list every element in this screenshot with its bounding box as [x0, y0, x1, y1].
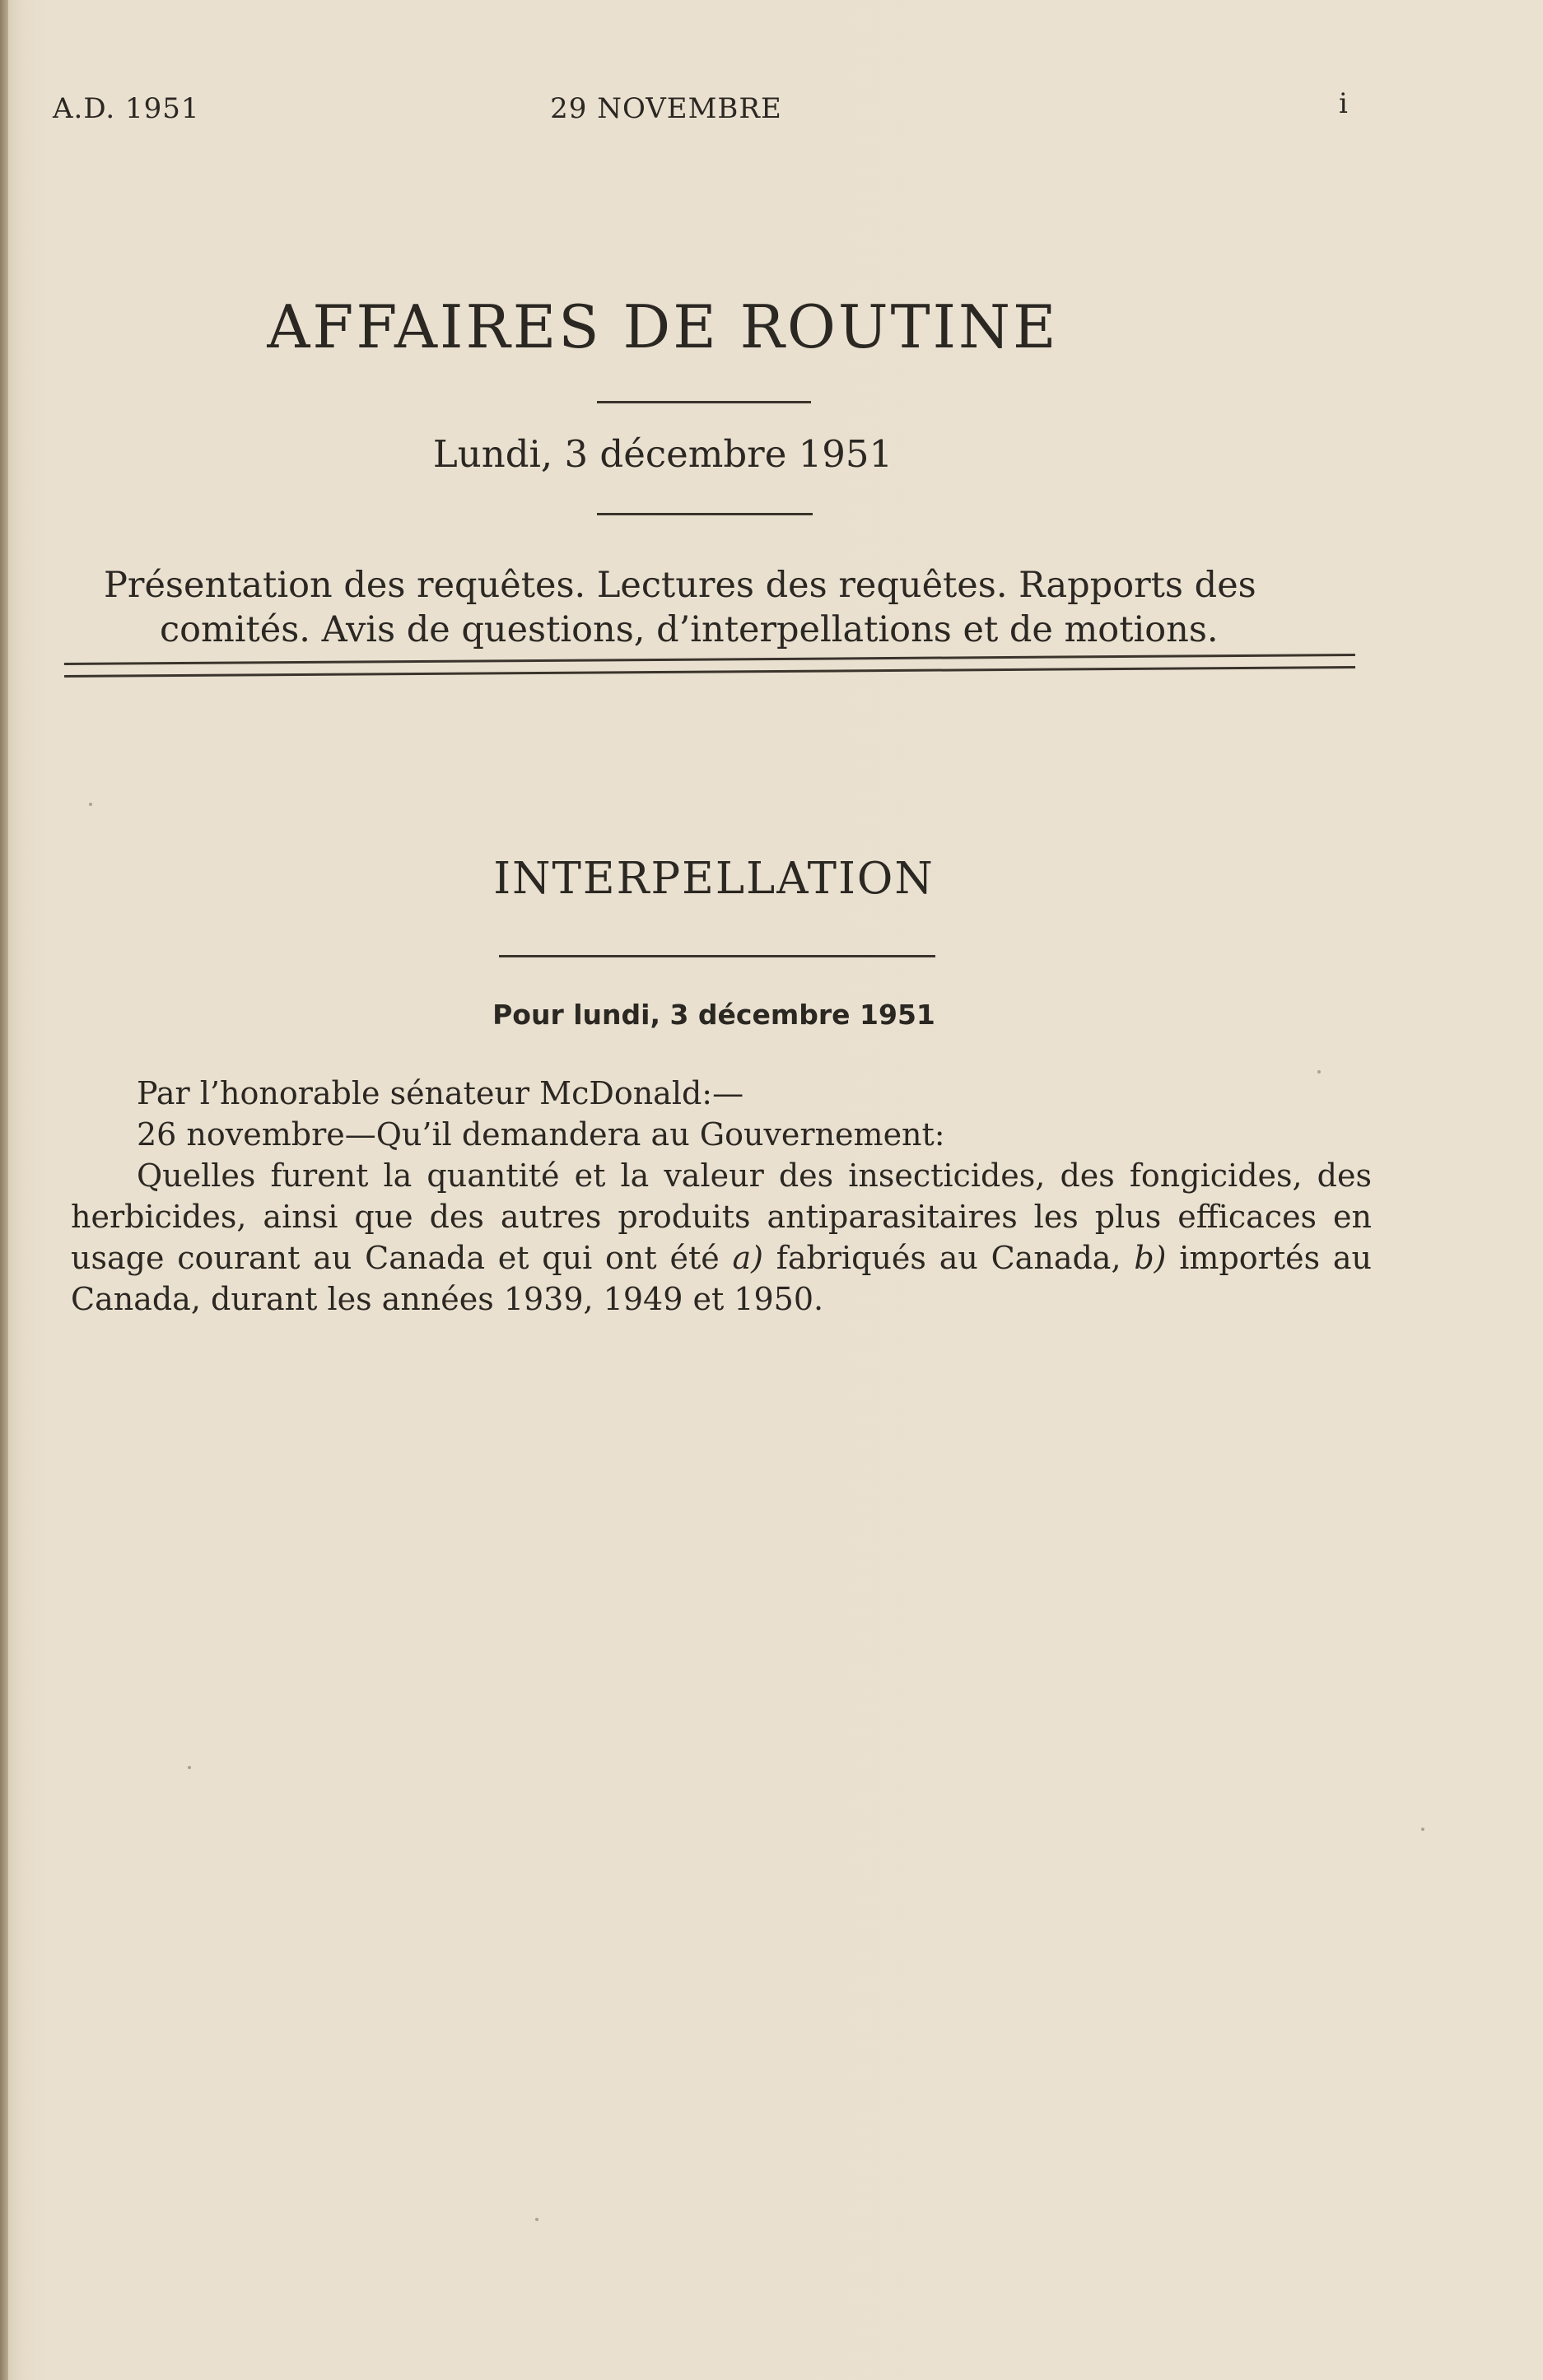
paper-speck [89, 803, 92, 806]
paper-speck [1421, 1828, 1424, 1831]
question-text-2: fabriqués au Canada, [762, 1240, 1135, 1276]
paper-speck [188, 1766, 191, 1769]
section-title: INTERPELLATION [493, 854, 935, 904]
title-rule-top [597, 401, 811, 403]
interpellation-question [71, 1155, 1372, 1320]
interpellation-date: Pour lundi, 3 décembre 1951 [492, 999, 935, 1031]
interpellation-author: Par l’honorable sénateur McDonald:— [137, 1075, 744, 1111]
paper-speck [1317, 1070, 1321, 1074]
marker-a: a) [732, 1240, 763, 1276]
header-year: A.D. 1951 [53, 92, 200, 125]
question-text-3: importés au Canada, durant les années 1939, 1949 et 1950. [71, 1240, 1373, 1317]
routine-date: Lundi, 3 décembre 1951 [432, 432, 893, 476]
intro-line-1: Présentation des requêtes. Lectures des requêtes. Rapports des [104, 565, 1256, 606]
paper-speck [535, 2218, 538, 2221]
running-header [0, 87, 1543, 133]
page-number: i [1339, 87, 1349, 120]
title-rule-bottom [597, 513, 813, 515]
header-date: 29 NOVEMBRE [550, 92, 782, 125]
section-title-rule [499, 955, 935, 957]
question-text-1: Quelles furent la quantité et la valeur des insecticides, des fongicides, des herbicides, ainsi que des autres produits antiparasitaires les plus efficaces en usage courant au Canada et qui ont été [71, 1157, 1372, 1276]
page-title: AFFAIRES DE ROUTINE [267, 292, 1059, 361]
interpellation-notice: 26 novembre—Qu’il demandera au Gouvernement: [137, 1116, 945, 1153]
routine-intro [104, 563, 1322, 652]
intro-line-2: comités. Avis de questions, d’interpellations et de motions. [160, 609, 1219, 650]
interpellation-body [71, 1073, 1372, 1320]
marker-b: b) [1134, 1240, 1167, 1276]
section-divider [64, 654, 1355, 678]
